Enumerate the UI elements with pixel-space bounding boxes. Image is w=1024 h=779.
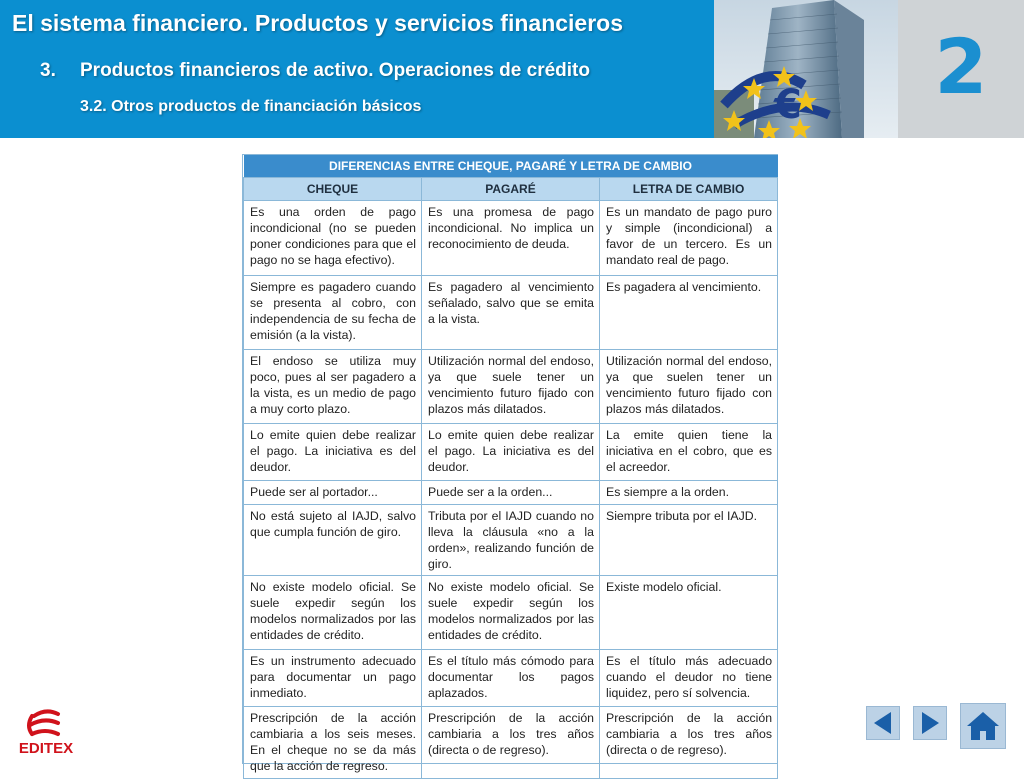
home-button[interactable] <box>960 703 1006 749</box>
table-cell: Es siempre a la orden. <box>600 481 778 505</box>
table-cell: No está sujeto al IAJD, salvo que cumpla función de giro. <box>244 505 422 576</box>
section-heading: 3.2. Otros productos de financiación básicos <box>80 98 422 115</box>
table-cell: No existe modelo oficial. Se suele expedir según los modelos normalizados por las entidades de crédito. <box>422 576 600 650</box>
table-cell: La emite quien tiene la iniciativa en el cobro, que es el acreedor. <box>600 424 778 481</box>
subtitle-number: 3. <box>40 60 56 81</box>
table-cell: Es pagadera al vencimiento. <box>600 276 778 350</box>
chapter-badge <box>898 0 1024 138</box>
table-cell: Lo emite quien debe realizar el pago. La iniciativa es del deudor. <box>244 424 422 481</box>
table-cell: Utilización normal del endoso, ya que suelen tener un vencimiento futuro fijado con plazos más dilatados. <box>600 350 778 424</box>
table-cell: Es el título más cómodo para documentar los pagos aplazados. <box>422 650 600 707</box>
table-row <box>244 276 778 350</box>
table-cell: Existe modelo oficial. <box>600 576 778 650</box>
table-row <box>244 650 778 707</box>
table-cell: Es una orden de pago incondicional (no se pueden poner condiciones para que el pago no se haga efectivo). <box>244 201 422 276</box>
svg-text:€: € <box>774 82 802 128</box>
previous-slide-button[interactable] <box>866 706 900 740</box>
editex-logo <box>10 708 82 760</box>
table-row <box>244 481 778 505</box>
table-row <box>244 424 778 481</box>
table-title: DIFERENCIAS ENTRE CHEQUE, PAGARÉ Y LETRA DE CAMBIO <box>244 155 778 178</box>
table-cell: Puede ser a la orden... <box>422 481 600 505</box>
next-slide-button[interactable] <box>913 706 947 740</box>
triangle-right-icon <box>914 707 946 739</box>
table-cell: Es el título más adecuado cuando el deudor no tiene liquidez, pero sí solvencia. <box>600 650 778 707</box>
table-cell: Prescripción de la acción cambiaria a los tres años (directa o de regreso). <box>422 707 600 779</box>
comparison-table <box>243 155 778 779</box>
triangle-left-icon <box>867 707 899 739</box>
column-header-pagare: PAGARÉ <box>422 178 600 201</box>
table-cell: Tributa por el IAJD cuando no lleva la cláusula «no a la orden», realizando función de giro. <box>422 505 600 576</box>
header-photo-building <box>714 0 898 138</box>
column-header-letra: LETRA DE CAMBIO <box>600 178 778 201</box>
table-cell: Es un mandato de pago puro y simple (incondicional) a favor de un tercero. Es un mandato real de pago. <box>600 201 778 276</box>
home-icon <box>961 704 1005 748</box>
table-cell: Puede ser al portador... <box>244 481 422 505</box>
table-cell: No existe modelo oficial. Se suele expedir según los modelos normalizados por las entidades de crédito. <box>244 576 422 650</box>
slide-title: El sistema financiero. Productos y servicios financieros <box>12 10 624 36</box>
chapter-number: 2 <box>934 22 988 111</box>
logo-text: EDITEX <box>18 740 74 757</box>
table-row <box>244 505 778 576</box>
table-cell: Lo emite quien debe realizar el pago. La iniciativa es del deudor. <box>422 424 600 481</box>
table-row <box>244 350 778 424</box>
table-cell: Es una promesa de pago incondicional. No implica un reconocimiento de deuda. <box>422 201 600 276</box>
table-cell: Es un instrumento adecuado para documentar un pago inmediato. <box>244 650 422 707</box>
building-euro-image <box>714 0 898 138</box>
table-row <box>244 201 778 276</box>
table-cell: Siempre es pagadero cuando se presenta al cobro, con independencia de su fecha de emisión (a la vista). <box>244 276 422 350</box>
table-cell: Prescripción de la acción cambiaria a los seis meses. En el cheque no se da más que la acción de regreso. <box>244 707 422 779</box>
editex-logo-mark <box>10 708 82 742</box>
slide-subtitle: Productos financieros de activo. Operaciones de crédito <box>80 60 590 81</box>
table-cell: Siempre tributa por el IAJD. <box>600 505 778 576</box>
table-cell: Utilización normal del endoso, ya que suele tener un vencimiento futuro fijado con plazos más dilatados. <box>422 350 600 424</box>
column-header-cheque: CHEQUE <box>244 178 422 201</box>
comparison-table-container <box>242 154 778 773</box>
slide-header <box>0 0 1024 138</box>
table-cell: Prescripción de la acción cambiaria a los tres años (directa o de regreso). <box>600 707 778 779</box>
table-row <box>244 576 778 650</box>
table-cell: El endoso se utiliza muy poco, pues al ser pagadero a la vista, es un medio de pago a muy corto plazo. <box>244 350 422 424</box>
table-cell: Es pagadero al vencimiento señalado, salvo que se emita a la vista. <box>422 276 600 350</box>
